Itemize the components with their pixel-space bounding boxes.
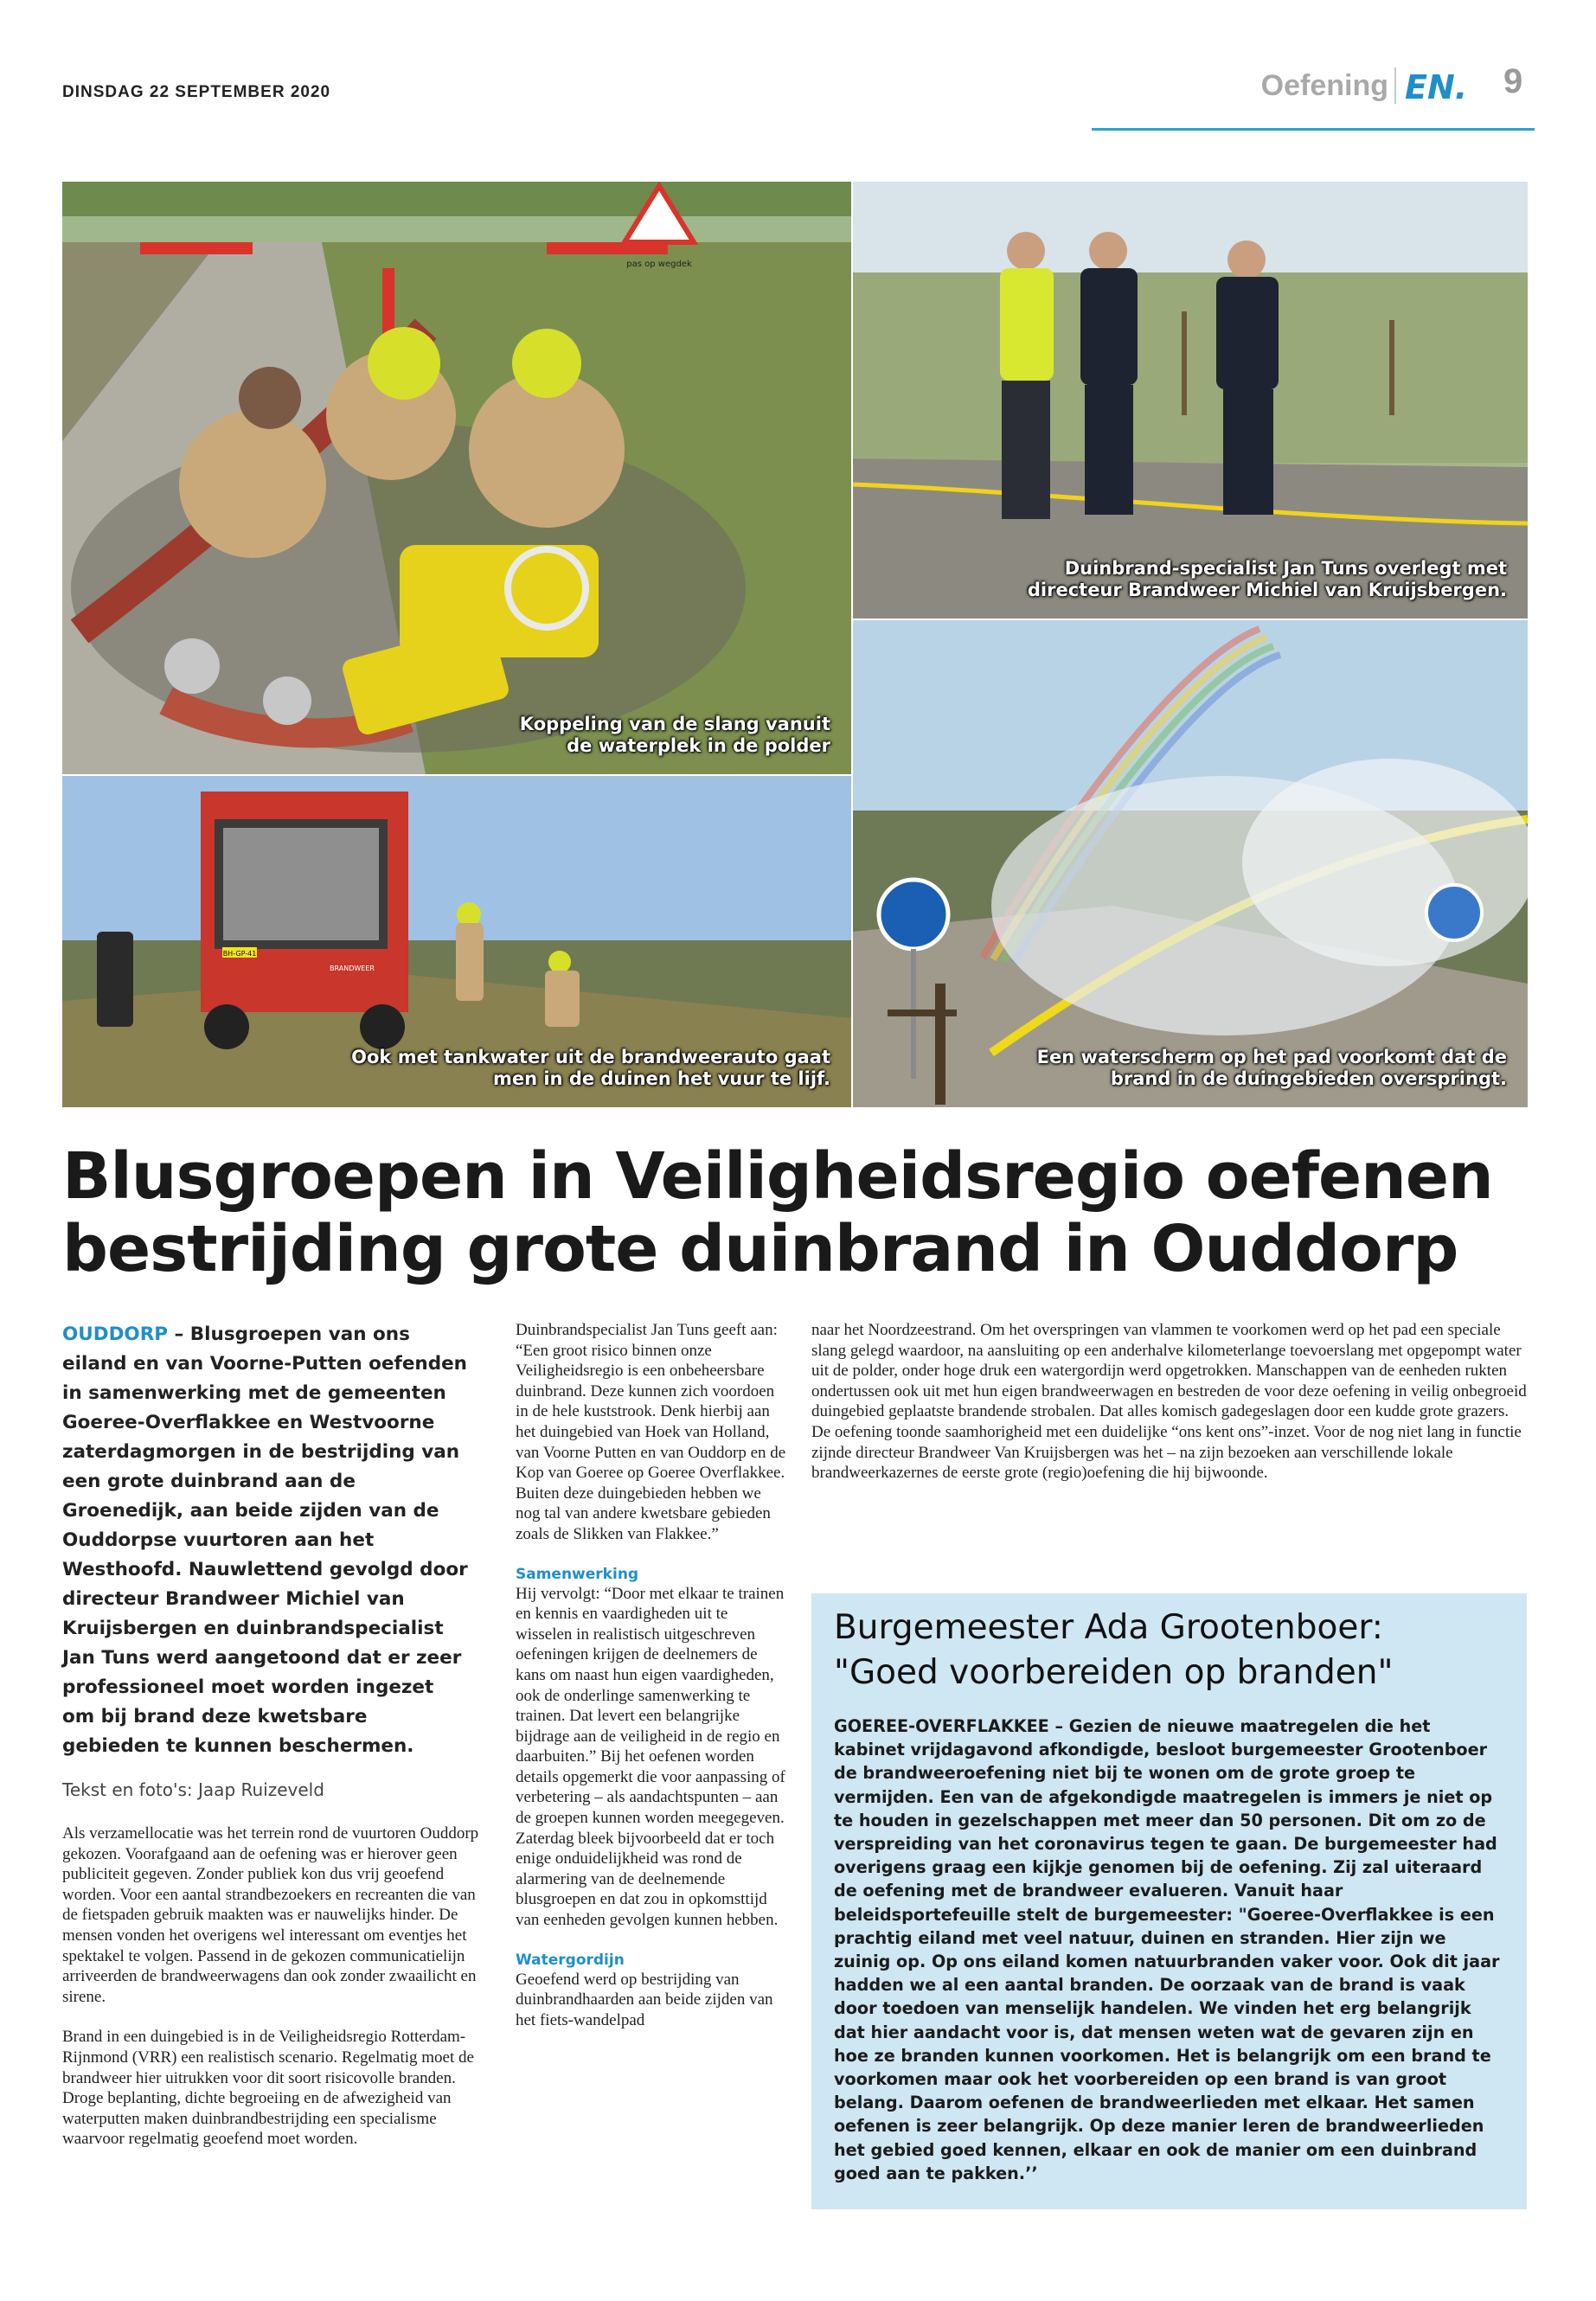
- mayor-sidebar-box: [811, 1593, 1527, 2209]
- intro-text: – Blusgroepen van ons eiland en van Voorne-Putten oefenden in samenwerking met de gemeenten Goeree-Overflakkee en Westvoorne zaterdagmorgen in de bestrijding van een grote duinbrand aan de Groenedijk, aan beide zijden van de Ouddorpse vuurtoren aan het Westhoofd. Nauwlettend gevolgd door directeur Brandweer Michiel van Kruijsbergen en duinbrandspecialist Jan Tuns werd aangetoond dat er zeer professioneel moet worden ingezet om bij brand deze kwetsbare gebieden te kunnen beschermen.: [62, 1324, 468, 1757]
- article-paragraph: Als verzamellocatie was het terrein rond de vuurtoren Ouddorp gekozen. Voorafgaand aan de oefening was er hierover geen publiciteit gegeven. Zonder publiek kon dus vrij geoefend worden. Voor een aantal strandbezoekers en recreanten die van de fietspaden gebruik maakten was er nauwelijks hinder. De mensen vonden het overigens wel interessant om eventjes het spektakel te volgen. Passend in de gekozen communicatielijn arriveerden de brandweerwagens dan ook zonder zwaailicht en sirene.: [62, 1824, 479, 2006]
- article-dateline: OUDDORP: [62, 1324, 169, 1345]
- section-label: Oefening: [1260, 69, 1388, 102]
- subheading-watergordijn: Watergordijn: [516, 1951, 625, 1969]
- article-headline: [62, 1140, 1533, 1285]
- publication-date: DINSDAG 22 SEPTEMBER 2020: [62, 83, 331, 101]
- sidebar-headline: [834, 1606, 1504, 1695]
- masthead-divider: [1394, 67, 1396, 104]
- sidebar-headline-line-2: "Goed voorbereiden op branden": [834, 1653, 1394, 1692]
- header-rule: [1092, 128, 1535, 131]
- photo-caption: Een waterscherm op het pad voorkomt dat de brand in de duingebieden overspringt.: [1036, 1047, 1507, 1089]
- page-number: 9: [1503, 62, 1523, 100]
- article-paragraph: Hij vervolgt: “Door met elkaar te trainen en kennis en vaardigheden uit te wisselen in realistisch uitgeschreven oefeningen krijgen de deelnemers de kans om naast hun eigen vaardigheden, ook de onderlinge samenwerking te trainen. Dat levert een belangrijke bijdrage aan de veiligheid in de regio en daarbuiten.” Bij het oefenen worden details opgemerkt die voor aanpassing of verbetering – als aandachtspunten – aan de groepen kunnen worden meegegeven. Zaterdag bleek bijvoorbeeld dat er toch enige onduidelijkheid was rond de alarmering van de deelnemende blusgroepen en dat zou in opkomsttijd van eenheden gevolgen kunnen hebben.: [516, 1584, 785, 1930]
- photo-caption: Duinbrand-specialist Jan Tuns overlegt met directeur Brandweer Michiel van Kruijsbergen.: [1027, 558, 1507, 600]
- photo-water-screen: [853, 620, 1528, 1107]
- article-intro: [62, 1320, 469, 1761]
- en-logo: [1405, 69, 1474, 104]
- photo-caption: Ook met tankwater uit de brandweerauto gaat men in de duinen het vuur te lijf.: [351, 1047, 830, 1089]
- article-paragraph: Geoefend werd op bestrijding van duinbrandhaarden aan beide zijden van het fiets-wandelpad: [516, 1970, 773, 2029]
- sidebar-headline-line-1: Burgemeester Ada Grootenboer:: [834, 1608, 1383, 1647]
- photo-warning-sign-text: pas op wegdek: [626, 260, 692, 269]
- article-paragraph: Brand in een duingebied is in de Veiligheidsregio Rotterdam-Rijnmond (VRR) een realistisch scenario. Regelmatig moet de brandweer hier uitrukken voor dit soort risicovolle branden. Droge beplanting, dichte begroeiing en de afwezigheid van waterputten maken duinbrandbestrijding een specialisme waarvoor regelmatig geoefend moet worden.: [62, 2028, 474, 2149]
- sidebar-text: GOEREE-OVERFLAKKEE – Gezien de nieuwe maatregelen die het kabinet vrijdagavond afkondigde, besloot burgemeester Grootenboer de brandweeroefening niet bij te wonen om de grote groep te vermijden. Een van de afgekondigde maatregelen is immers je niet op te houden in gezelschappen met meer dan 50 personen. Dit om zo de verspreiding van het coronavirus tegen te gaan. De burgemeester had overigens graag een kijkje genomen bij de oefening. Zij zal uiteraard de oefening met de brandweer evalueren. Vanuit haar beleidsportefeuille stelt de burgemeester: "Goeree-Overflakkee is een prachtig eiland met veel natuur, duinen en stranden. Hier zijn we zuinig op. Op ons eiland komen natuurbranden vaker voor. Ook dit jaar hadden we al een aantal branden. De oorzaak van de brand is vaak door toedoen van menselijk handelen. We vinden het erg belangrijk dat hier aandacht voor is, dat mensen weten wat de gevaren zijn en hoe ze branden kunnen voorkomen. Het is belangrijk om een brand te voorkomen maar ook het voorbereiden op een brand is van groot belang. Daarom oefenen de brandweerlieden met elkaar. Het samen oefenen is zeer belangrijk. Op deze manier leren de brandweerlieden het gebied goed kennen, elkaar en ook de manier om een duinbrand goed aan te pakken.’’: [834, 1716, 1500, 2183]
- photo-truck-label: BRANDWEER: [330, 965, 375, 972]
- photo-caption: Koppeling van de slang vanuit de waterplek in de polder: [519, 714, 830, 756]
- subheading-samenwerking: Samenwerking: [516, 1565, 639, 1583]
- article-column-3: [811, 1320, 1531, 1484]
- article-paragraph: Duinbrandspecialist Jan Tuns geeft aan: “Een groot risico binnen onze Veiligheidsregio is een onbeheersbare duinbrand. Deze kunnen zich voordoen in de hele kuststrook. Denk hierbij aan het duingebied van Hoek van Holland, van Voorne Putten en van Ouddorp en de Kop van Goeree op Goeree Overflakkee. Buiten deze duingebieden hebben we nog tal van andere kwetsbare gebieden zoals de Slikken van Flakkee.”: [516, 1321, 786, 1543]
- headline-line-1: Blusgroepen in Veiligheidsregio oefenen: [62, 1139, 1493, 1214]
- photo-hose-coupling: [62, 182, 851, 774]
- article-credit: Tekst en foto's: Jaap Ruizeveld: [62, 1779, 324, 1800]
- logo-text: EN.: [1405, 69, 1468, 104]
- article-paragraph: naar het Noordzeestrand. Om het overspringen van vlammen te voorkomen werd op het pad een speciale slang gelegd waardoor, na aansluiting op een anderhalve kilometerlange toevoerslang met opgepompt water uit de polder, onder hoge druk een watergordijn werd opgetrokken. Manschappen van de eenheden rukten ondertussen ook uit met hun eigen brandweerwagen en bestreden de voor deze oefening in veilig onbegroeid duingebied geplaatste brandende strobalen. Dat alles komisch gadegeslagen door een kudde grote grazers. De oefening toonde saamhorigheid met een duidelijke “ons kent ons”-inzet. Voor de nog niet lang in functie zijnde directeur Brandweer Van Kruijsbergen was het – na zijn bezoeken aan verschillende lokale brandweerkazernes de eerste grote (regio)oefening die hij bijwoonde.: [811, 1321, 1527, 1483]
- photo-specialist-director: [853, 182, 1528, 619]
- headline-line-2: bestrijding grote duinbrand in Ouddorp: [62, 1212, 1458, 1286]
- photo-fire-truck: [62, 776, 851, 1107]
- article-column-2: [516, 1320, 788, 2030]
- article-column-1: [62, 1823, 486, 2150]
- photo-plate-text: BH-GP-41: [222, 950, 257, 958]
